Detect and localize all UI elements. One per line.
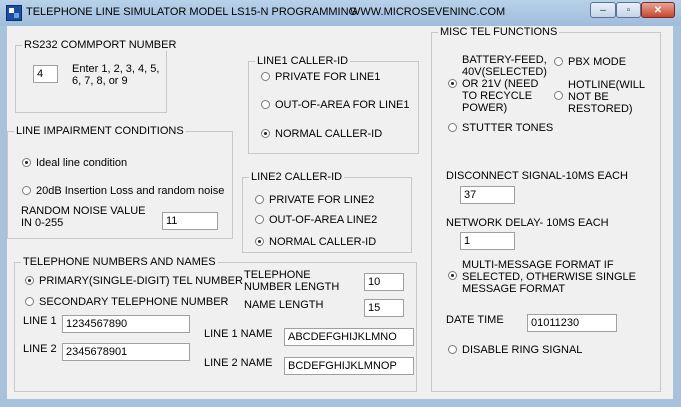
radio-indicator [261, 129, 270, 138]
misc-functions-legend: MISC TEL FUNCTIONS [440, 26, 558, 38]
pbx-mode-radio[interactable] [554, 56, 626, 68]
impairment-legend: LINE IMPAIRMENT CONDITIONS [16, 125, 184, 137]
line1-name-label: LINE 1 NAME [204, 328, 273, 340]
network-delay-input[interactable] [460, 232, 515, 250]
radio-indicator [22, 186, 31, 195]
line2-number-label: LINE 2 [23, 343, 57, 355]
network-delay-label: NETWORK DELAY- 10MS EACH [446, 217, 609, 229]
line1-callerid-legend: LINE1 CALLER-ID [257, 55, 349, 67]
comport-hint: Enter 1, 2, 3, 4, 5, 6, 7, 8, or 9 [72, 63, 160, 87]
battery-feed-radio[interactable] [448, 54, 548, 114]
radio-indicator [448, 123, 457, 132]
radio-indicator [255, 215, 264, 224]
line2-normal-label: NORMAL CALLER-ID [269, 236, 377, 248]
radio-indicator [554, 91, 563, 100]
line1-number-input[interactable] [62, 315, 190, 333]
line1-private-radio[interactable] [261, 71, 380, 83]
line2-private-label: PRIVATE FOR LINE2 [269, 194, 375, 206]
disconnect-signal-input[interactable] [460, 186, 515, 204]
line2-name-input[interactable] [284, 357, 414, 375]
line1-out-of-area-radio[interactable] [261, 99, 409, 111]
radio-indicator [261, 100, 270, 109]
radio-indicator [255, 237, 264, 246]
line1-out-of-area-label: OUT-OF-AREA FOR LINE1 [275, 99, 410, 111]
minimize-icon: – [600, 4, 606, 16]
line2-callerid-group [242, 171, 412, 253]
hotline-label: HOTLINE(WILL NOT BE RESTORED) [568, 79, 645, 115]
client-area [7, 26, 673, 399]
line1-callerid-group [248, 55, 419, 154]
radio-indicator [261, 72, 270, 81]
radio-indicator [22, 158, 31, 167]
battery-feed-label: BATTERY-FEED, 40V(SELECTED) OR 21V (NEED TO RECYCLE POWER) [462, 54, 547, 114]
app-icon [6, 5, 22, 21]
radio-indicator [448, 79, 457, 88]
ideal-line-label: Ideal line condition [36, 157, 128, 169]
disconnect-signal-label: DISCONNECT SIGNAL-10MS EACH [446, 170, 628, 182]
line2-name-label: LINE 2 NAME [204, 357, 273, 369]
close-button[interactable] [641, 2, 675, 18]
stutter-tones-label: STUTTER TONES [462, 122, 554, 134]
radio-indicator [25, 297, 34, 306]
radio-indicator [25, 276, 34, 285]
minimize-button[interactable] [590, 2, 616, 18]
line2-normal-radio[interactable] [255, 236, 376, 248]
noise-label: 20dB Insertion Loss and random noise [36, 185, 225, 197]
number-length-label: TELEPHONE NUMBER LENGTH [244, 269, 340, 293]
title-bar[interactable] [0, 0, 681, 26]
rs232-legend: RS232 COMMPORT NUMBER [24, 39, 177, 51]
name-length-label: NAME LENGTH [244, 299, 324, 311]
primary-number-label: PRIMARY(SINGLE-DIGIT) TEL NUMBER [39, 275, 243, 287]
random-noise-label: RANDOM NOISE VALUE IN 0-255 [21, 205, 146, 229]
comport-input[interactable] [33, 65, 58, 83]
line2-number-input[interactable] [62, 343, 190, 361]
radio-indicator [554, 57, 563, 66]
close-icon: ✕ [653, 4, 663, 16]
date-time-input[interactable] [527, 314, 617, 332]
disable-ring-radio[interactable] [448, 344, 582, 356]
maximize-icon: ▫ [626, 4, 631, 16]
line1-normal-radio[interactable] [261, 128, 382, 140]
random-noise-input[interactable] [162, 212, 218, 230]
tel-numbers-legend: TELEPHONE NUMBERS AND NAMES [23, 256, 216, 268]
line1-name-input[interactable] [284, 328, 414, 346]
rs232-group [15, 39, 177, 113]
name-length-input[interactable] [364, 299, 404, 317]
primary-number-radio[interactable] [25, 275, 243, 287]
ideal-line-radio[interactable] [22, 157, 127, 169]
hotline-radio[interactable] [554, 79, 649, 115]
multi-message-label: MULTI-MESSAGE FORMAT IF SELECTED, OTHERWISE SINGLE MESSAGE FORMAT [462, 259, 637, 295]
radio-indicator [448, 271, 457, 280]
line1-private-label: PRIVATE FOR LINE1 [275, 71, 381, 83]
number-length-input[interactable] [364, 273, 404, 291]
radio-indicator [255, 195, 264, 204]
line2-out-of-area-radio[interactable] [255, 214, 377, 226]
line2-out-of-area-label: OUT-OF-AREA LINE2 [269, 214, 378, 226]
line2-private-radio[interactable] [255, 194, 374, 206]
line1-normal-label: NORMAL CALLER-ID [275, 128, 383, 140]
date-time-label: DATE TIME [446, 314, 504, 326]
maximize-button[interactable] [616, 2, 641, 18]
stutter-tones-radio[interactable] [448, 122, 553, 134]
tel-numbers-group [14, 256, 417, 392]
pbx-mode-label: PBX MODE [568, 56, 627, 68]
multi-message-radio[interactable] [448, 259, 643, 295]
window-url: WWW.MICROSEVENINC.COM [350, 6, 506, 18]
noise-radio[interactable] [22, 185, 224, 197]
misc-functions-group [431, 26, 661, 392]
disable-ring-label: DISABLE RING SIGNAL [462, 344, 583, 356]
radio-indicator [448, 345, 457, 354]
impairment-group [7, 125, 233, 239]
window-title: TELEPHONE LINE SIMULATOR MODEL LS15-N PROGRAMMING [26, 6, 358, 18]
secondary-number-radio[interactable] [25, 296, 229, 308]
line2-callerid-legend: LINE2 CALLER-ID [251, 171, 343, 183]
secondary-number-label: SECONDARY TELEPHONE NUMBER [39, 296, 229, 308]
line1-number-label: LINE 1 [23, 315, 57, 327]
